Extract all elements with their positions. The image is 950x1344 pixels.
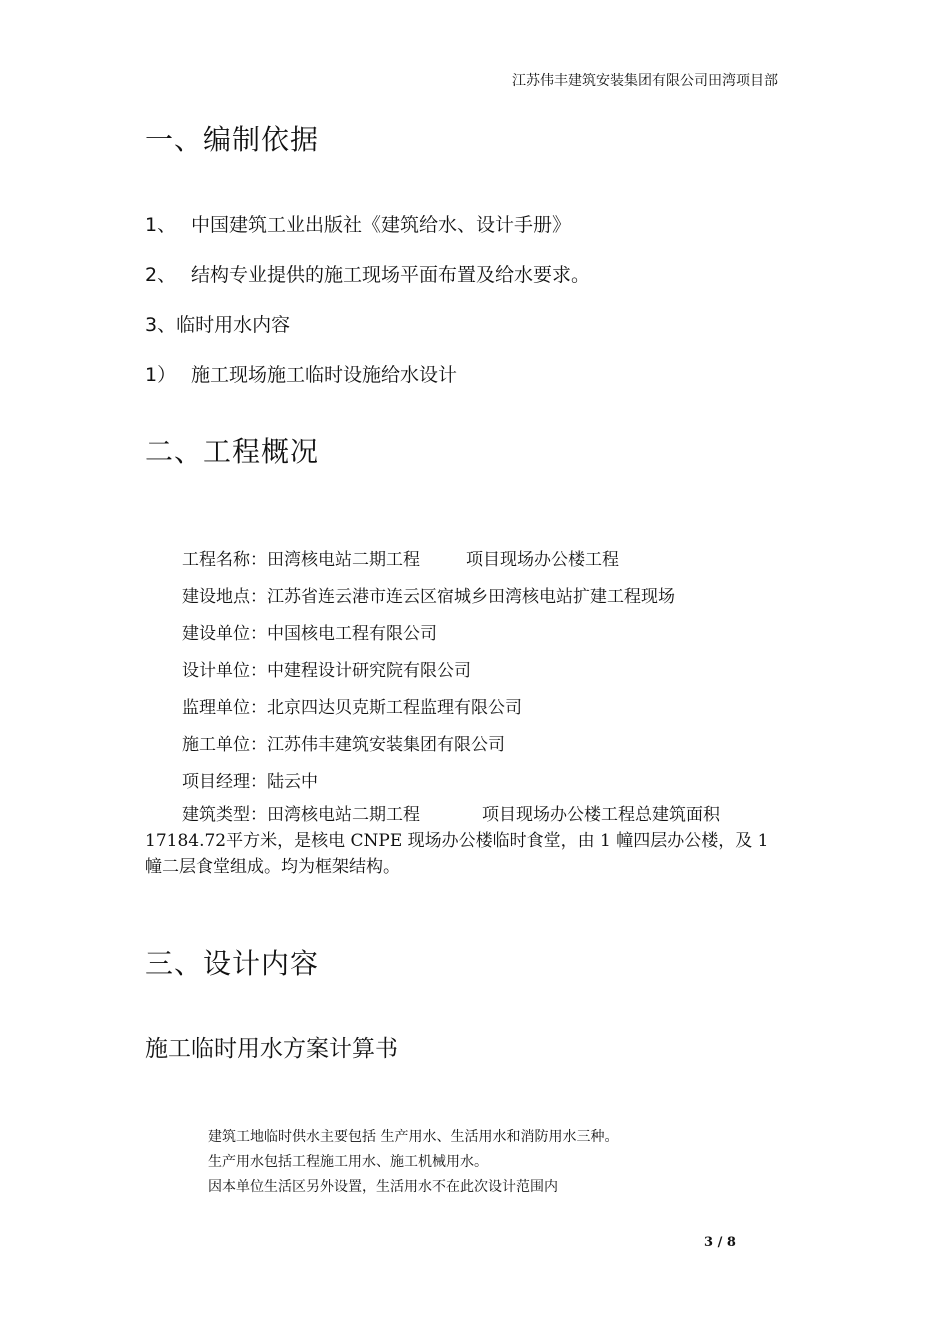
- project-name-row: [182, 545, 619, 570]
- info-row-supervisor: 监理单位：北京四达贝克斯工程监理有限公司: [182, 698, 522, 718]
- text-line: 生产用水包括工程施工用水、施工机械用水。: [208, 1154, 488, 1170]
- building-type-line-3: 幢二层食堂组成。均为框架结构。: [145, 857, 400, 877]
- list-text: 结构专业提供的施工现场平面布置及给水要求。: [191, 264, 591, 286]
- page-number: 3 / 8: [704, 1235, 736, 1250]
- list-item: [145, 360, 457, 387]
- info-row-owner: 建设单位：中国核电工程有限公司: [182, 624, 437, 644]
- list-number: 2、: [145, 264, 177, 286]
- text-line: 因本单位生活区另外设置，生活用水不在此次设计范围内: [208, 1179, 558, 1195]
- subsection-title: 施工临时用水方案计算书: [145, 1036, 398, 1062]
- list-text: 3、临时用水内容: [145, 314, 291, 336]
- list-item: [145, 210, 571, 237]
- list-item: [145, 260, 590, 287]
- section-title-basis: 一、编制依据: [145, 123, 320, 156]
- list-text: 中国建筑工业出版社《建筑给水、设计手册》: [191, 214, 572, 236]
- building-type-line-1: [182, 800, 720, 825]
- list-number: 1）: [145, 364, 177, 386]
- info-row-manager: 项目经理：陆云中: [182, 772, 318, 792]
- info-row-designer: 设计单位：中建程设计研究院有限公司: [182, 661, 471, 681]
- list-number: 1、: [145, 214, 177, 236]
- list-text: 施工现场施工临时设施给水设计: [191, 364, 458, 386]
- building-type-a: 建筑类型：田湾核电站二期工程: [182, 805, 420, 825]
- text-line: 建筑工地临时供水主要包括 生产用水、生活用水和消防用水三种。: [208, 1129, 619, 1145]
- info-row-location: 建设地点：江苏省连云港市连云区宿城乡田湾核电站扩建工程现场: [182, 587, 675, 607]
- section-title-overview: 二、工程概况: [145, 435, 320, 468]
- project-name-value: 田湾核电站二期工程: [267, 550, 420, 570]
- building-type-line-2: 17184.72平方米，是核电 CNPE 现场办公楼临时食堂，由 1 幢四层办公楼，及 1: [145, 831, 769, 851]
- list-item: [145, 310, 290, 337]
- project-name-value-2: 项目现场办公楼工程: [466, 550, 619, 570]
- page-header: 江苏伟丰建筑安装集团有限公司田湾项目部: [512, 73, 778, 89]
- info-row-contractor: 施工单位：江苏伟丰建筑安装集团有限公司: [182, 735, 505, 755]
- project-name-label: 工程名称：: [182, 550, 267, 570]
- section-title-design: 三、设计内容: [145, 947, 320, 980]
- building-type-b: 项目现场办公楼工程总建筑面积: [482, 805, 720, 825]
